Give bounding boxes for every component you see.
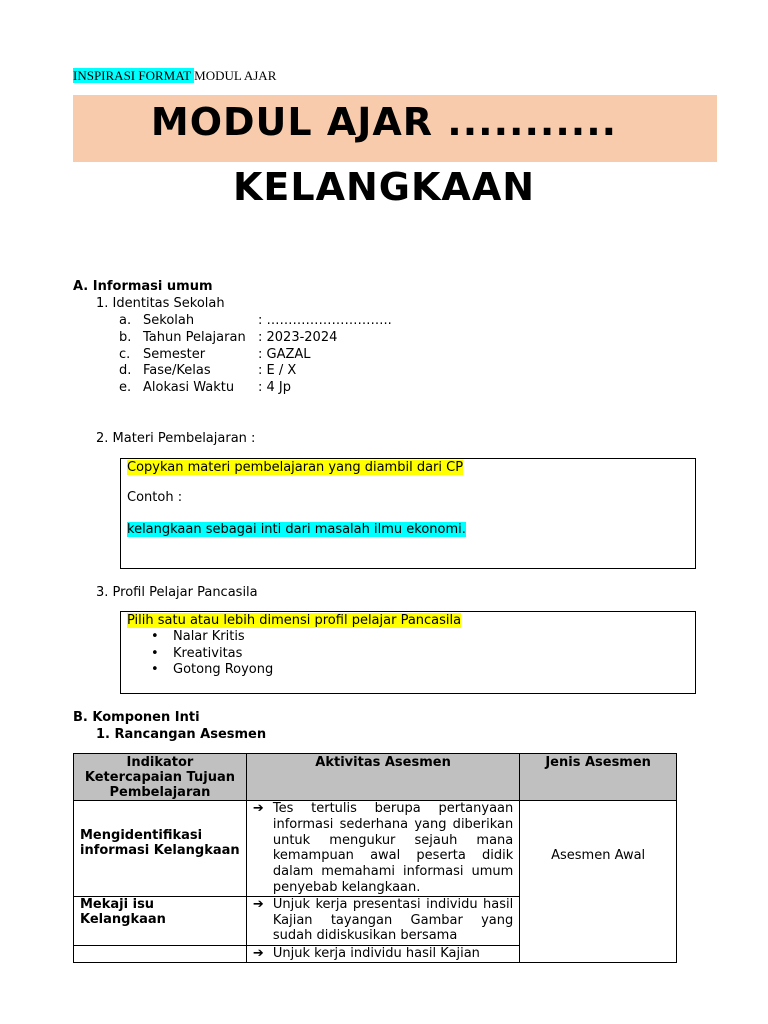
- identitas-label: Alokasi Waktu: [143, 380, 235, 395]
- list-item: [151, 645, 273, 663]
- identitas-letter: a.: [119, 313, 132, 328]
- profil-item-label: Gotong Royong: [173, 662, 274, 677]
- asesmen-heading: 1. Rancangan Asesmen: [96, 727, 267, 742]
- profil-list: [151, 629, 274, 679]
- indikator-text: Mekaji isu Kelangkaan: [80, 896, 166, 927]
- indikator-text: Mengidentifikasi informasi Kelangkaan: [80, 828, 240, 859]
- profil-item-label: Nalar Kritis: [173, 629, 245, 644]
- profil-instruction: Pilih satu atau lebih dimensi profil pelajar Pancasila: [127, 613, 462, 628]
- materi-instruction: Copykan materi pembelajaran yang diambil dari CP: [127, 460, 464, 475]
- profil-heading: 3. Profil Pelajar Pancasila: [96, 585, 258, 600]
- materi-contoh: Contoh :: [127, 490, 183, 505]
- identitas-value: : GAZAL: [258, 347, 311, 362]
- column-header: Jenis Asesmen: [520, 754, 677, 801]
- arrow-icon: ➔: [252, 945, 264, 961]
- identitas-label: Semester: [143, 347, 206, 362]
- arrow-icon: ➔: [252, 896, 264, 912]
- aktivitas-text: Unjuk kerja individu hasil Kajian: [272, 945, 480, 961]
- identitas-heading: 1. Identitas Sekolah: [96, 296, 225, 311]
- aktivitas-cell: [246, 801, 519, 897]
- identitas-value: : ………………………..: [258, 313, 392, 328]
- page-title: MODUL AJAR ...........: [150, 100, 618, 144]
- identitas-letter: d.: [119, 363, 132, 378]
- materi-heading: 2. Materi Pembelajaran :: [96, 431, 256, 446]
- format-highlight: INSPIRASI FORMAT: [73, 68, 195, 83]
- arrow-icon: ➔: [252, 801, 264, 816]
- profil-item-label: Kreativitas: [173, 645, 243, 661]
- page-subtitle: KELANGKAAN: [232, 165, 536, 209]
- identitas-label: Fase/Kelas: [143, 363, 211, 378]
- list-item: [151, 662, 274, 679]
- jenis-text: Asesmen Awal: [551, 848, 646, 863]
- jenis-cell: [520, 801, 677, 963]
- identitas-letter: c.: [119, 347, 131, 362]
- asesmen-table: [73, 753, 677, 963]
- table-header-row: [74, 754, 677, 801]
- identitas-letter: e.: [119, 380, 132, 395]
- identitas-value: : 4 Jp: [258, 380, 292, 395]
- indikator-cell: [74, 896, 247, 945]
- materi-example: kelangkaan sebagai inti dari masalah ilmu ekonomi.: [127, 522, 466, 537]
- column-header: Indikator Ketercapaian Tujuan Pembelajaran: [74, 754, 247, 801]
- indikator-cell: [74, 945, 247, 962]
- list-item: [151, 629, 273, 646]
- identitas-value: : 2023-2024: [258, 330, 338, 345]
- bullet-icon: •: [151, 645, 159, 661]
- format-label: [73, 68, 276, 84]
- format-rest: MODUL AJAR: [194, 68, 277, 83]
- column-header: Aktivitas Asesmen: [246, 754, 519, 801]
- indikator-cell: [74, 801, 247, 897]
- aktivitas-text: Unjuk kerja presentasi individu hasil Kajian tayangan Gambar yang sudah didiskusikan bersama: [272, 896, 514, 944]
- section-a-heading: A. Informasi umum: [73, 279, 213, 294]
- table-row: [74, 801, 677, 897]
- aktivitas-cell: [246, 896, 519, 945]
- identitas-label: Sekolah: [143, 313, 195, 328]
- identitas-letter: b.: [119, 330, 132, 345]
- profil-box: [120, 611, 696, 694]
- aktivitas-cell: [246, 945, 519, 962]
- identitas-label: Tahun Pelajaran: [143, 330, 246, 345]
- bullet-icon: •: [151, 662, 159, 677]
- aktivitas-text: Tes tertulis berupa pertanyaan informasi sederhana yang diberikan untuk mengukur sejauh mana kemampuan awal peserta didik dalam memahami informasi umum penyebab kelangkaan.: [272, 801, 514, 895]
- bullet-icon: •: [151, 629, 159, 644]
- materi-box: [120, 458, 696, 569]
- identitas-value: : E / X: [258, 363, 297, 378]
- section-b-heading: B. Komponen Inti: [73, 710, 200, 725]
